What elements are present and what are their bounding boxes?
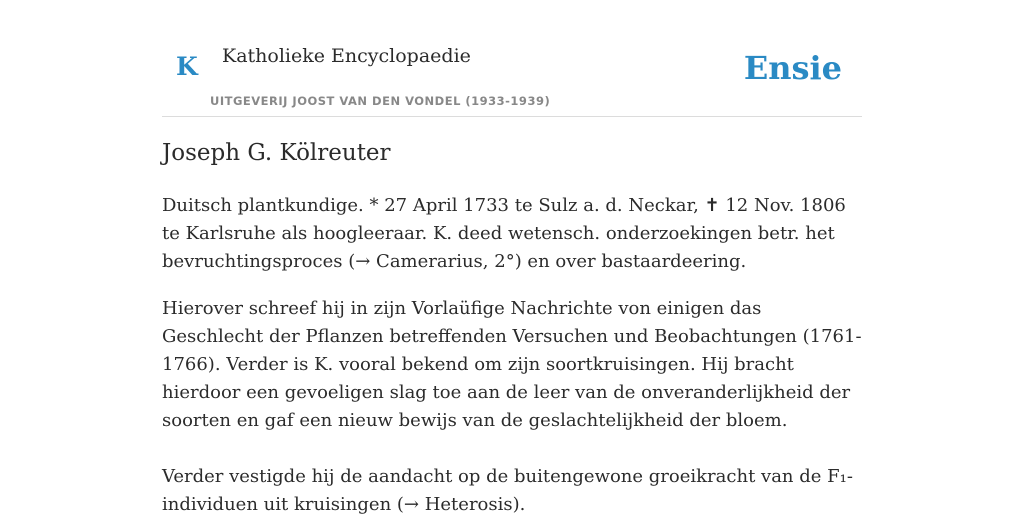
site-title-link[interactable]: Katholieke Encyclopaedie <box>222 45 471 67</box>
header <box>162 0 862 117</box>
page <box>162 0 862 515</box>
article-paragraph-2: Hierover schreef hij in zijn Vorlaüfige Nachrichte von einigen das Geschlecht der Pflanzen betreffenden Versuchen und Beobachtungen (1761-1766). Verder is K. vooral bekend om zijn soortkruisingen. Hij bracht hierdoor een gevoeligen slag toe aan de leer van de onveranderlijkheid der soorten en gaf een nieuw bewijs van de geslachtelijkheid der bloem. <box>162 298 862 431</box>
article-paragraph-3: Verder vestigde hij de aandacht op de buitengewone groeikracht van de F₁-individuen uit kruisingen (→ Heterosis). <box>162 466 853 515</box>
encyclopedia-logo[interactable]: K <box>176 52 198 81</box>
ensie-brand-link[interactable]: Ensie <box>743 49 842 87</box>
article-title: Joseph G. Kölreuter <box>162 140 391 166</box>
article-paragraph-1: Duitsch plantkundige. * 27 April 1733 te Sulz a. d. Neckar, ✝ 12 Nov. 1806 te Karlsruhe als hoogleeraar. K. deed wetensch. onderzoekingen betr. het bevruchtingsproces (→ Camerarius, 2°) en over bastaardeering. <box>162 195 846 272</box>
publisher-subtitle: UITGEVERIJ JOOST VAN DEN VONDEL (1933-1939) <box>210 94 551 108</box>
